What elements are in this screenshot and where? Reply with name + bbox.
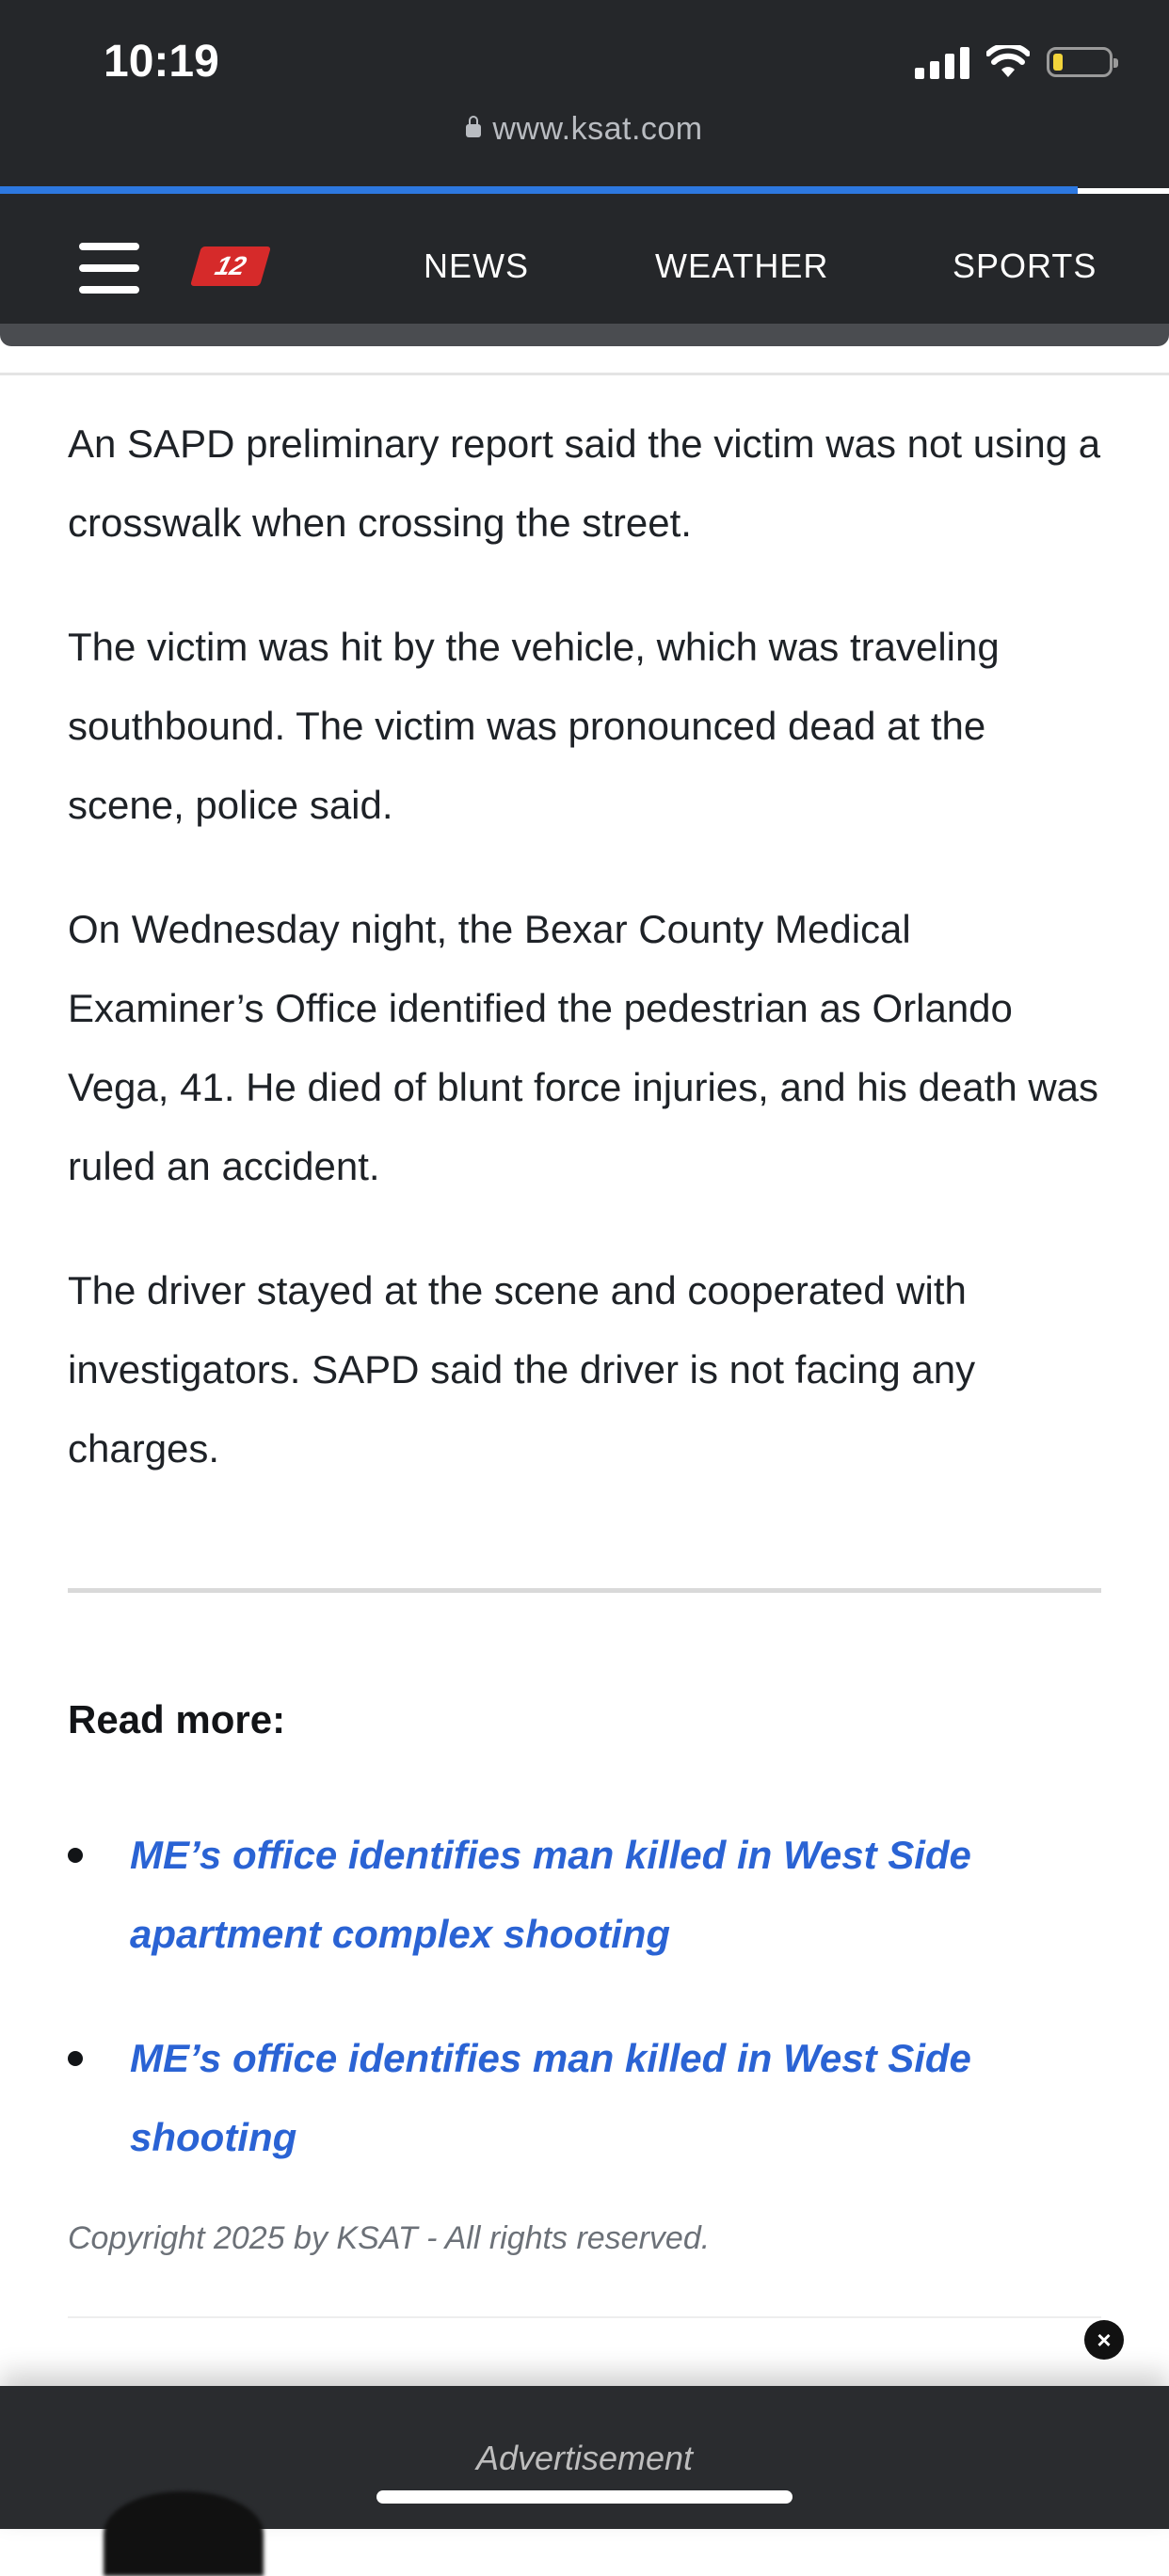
page-load-progress xyxy=(0,186,1078,194)
bullet-icon xyxy=(68,1848,83,1863)
paragraph: An SAPD preliminary report said the victim was not using a crosswalk when crossing the street. xyxy=(68,421,1101,545)
wifi-icon xyxy=(986,45,1030,79)
section-divider xyxy=(68,1588,1101,1593)
list-item xyxy=(68,1816,1065,1974)
nav-weather[interactable]: WEATHER xyxy=(655,246,829,285)
read-more-list xyxy=(68,1816,1065,2222)
lock-icon xyxy=(466,124,481,137)
status-bar xyxy=(0,0,1169,188)
article-body xyxy=(68,405,1103,1534)
author-avatar xyxy=(104,2491,264,2576)
read-more-heading: Read more: xyxy=(68,1697,286,1741)
address-bar[interactable] xyxy=(0,111,1169,148)
close-icon[interactable]: × xyxy=(1084,2320,1124,2360)
url-text: www.ksat.com xyxy=(492,111,703,147)
paragraph: The driver stayed at the scene and cooperated with investigators. SAPD said the driver is not facing any charges. xyxy=(68,1268,976,1471)
read-more-link[interactable]: ME’s office identifies man killed in West Side apartment complex shooting xyxy=(130,1833,971,1956)
home-indicator[interactable] xyxy=(376,2490,793,2504)
site-nav xyxy=(0,194,1169,326)
status-icons xyxy=(915,45,1113,79)
nav-sports[interactable]: SPORTS xyxy=(953,246,1097,285)
paragraph: The victim was hit by the vehicle, which was traveling southbound. The victim was pronounced dead at the scene, police said. xyxy=(68,625,1000,827)
hamburger-menu-icon[interactable] xyxy=(79,243,139,294)
ad-label: Advertisement xyxy=(475,2439,694,2477)
status-time: 10:19 xyxy=(104,37,219,87)
signal-icon xyxy=(915,45,969,79)
divider xyxy=(0,373,1169,375)
read-more-link[interactable]: ME’s office identifies man killed in West Side shooting xyxy=(130,2036,971,2159)
paragraph: On Wednesday night, the Bexar County Medical Examiner’s Office identified the pedestrian as Orlando Vega, 41. He died of blunt force injuries, and his death was ruled an accident. xyxy=(68,907,1099,1188)
bullet-icon xyxy=(68,2051,83,2066)
battery-icon xyxy=(1047,47,1113,77)
list-item xyxy=(68,2019,1065,2177)
copyright-text: Copyright 2025 by KSAT - All rights reserved. xyxy=(68,2220,711,2256)
nav-news[interactable]: NEWS xyxy=(424,246,529,285)
ksat-logo[interactable]: 12 xyxy=(190,246,271,286)
divider xyxy=(68,2316,1101,2318)
nav-bottom-edge xyxy=(0,324,1169,346)
